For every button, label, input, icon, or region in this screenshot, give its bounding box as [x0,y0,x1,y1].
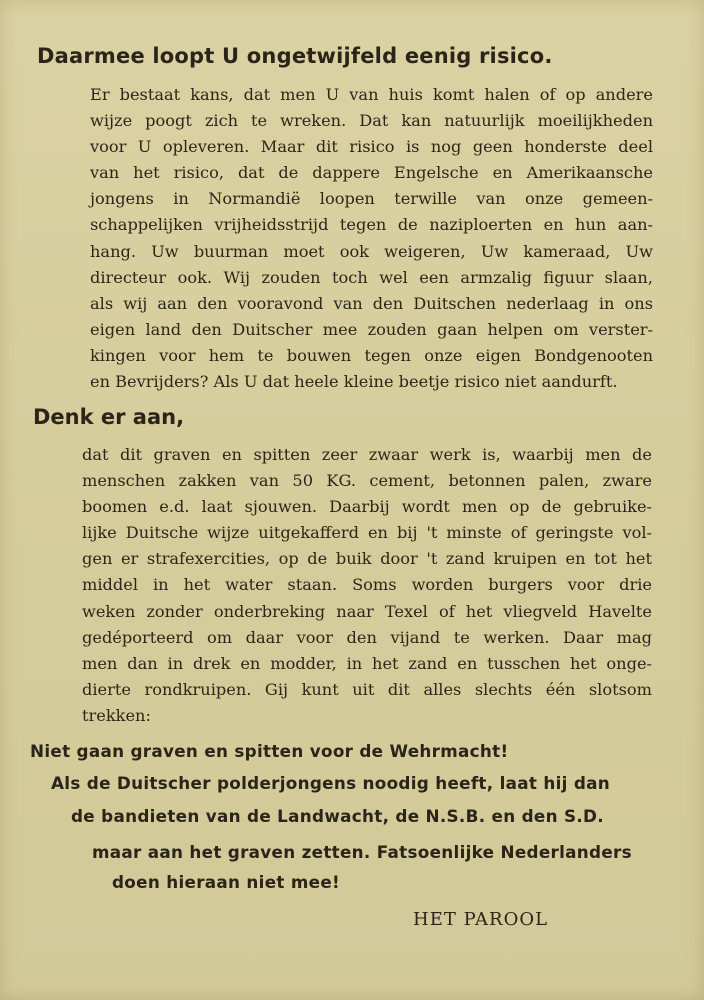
text-line: dierte rondkruipen. Gij kunt uit dit alles slechts één slotsom [82,679,652,699]
text-line: schappelijken vrijheidsstrijd tegen de naziploerten en hun aan- [90,215,653,235]
paragraph-hard-work [82,442,652,729]
text-line: hang. Uw buurman moet ook weigeren, Uw kameraad, Uw [90,241,653,261]
text-line: jongens in Normandië loopen terwille van onze gemeen- [90,189,653,209]
slogan-line: Niet gaan graven en spitten voor de Wehrmacht! [30,741,509,761]
signature-het-parool: HET PAROOL [413,909,549,930]
text-line: wijze poogt zich te wreken. Dat kan natuurlijk moeilijkheden [90,111,653,131]
slogan-line: doen hieraan niet mee! [112,872,340,892]
text-line: men dan in drek en modder, in het zand en tusschen het onge- [82,653,652,673]
text-line: gedéporteerd om daar voor den vijand te werken. Daar mag [82,627,652,647]
heading-risk: Daarmee loopt U ongetwijfeld eenig risico. [37,44,553,68]
text-line: dat dit graven en spitten zeer zwaar werk is, waarbij men de [82,445,652,464]
text-line: middel in het water staan. Soms worden burgers voor drie [82,575,652,595]
text-line: eigen land den Duitscher mee zouden gaan helpen om verster- [90,319,653,339]
text-line: weken zonder onderbreking naar Texel of het vliegveld Havelte [82,601,652,621]
text-line: van het risico, dat de dappere Engelsche en Amerikaansche [90,163,653,183]
text-line: directeur ook. Wij zouden toch wel een armzalig figuur slaan, [90,267,653,287]
text-line: gen er strafexercities, op de buik door 't zand kruipen en tot het [82,549,652,569]
slogan-line: de bandieten van de Landwacht, de N.S.B. en den S.D. [71,806,604,826]
slogan-line: Als de Duitscher polderjongens noodig heeft, laat hij dan [51,773,611,793]
text-line: als wij aan den vooravond van den Duitschen nederlaag in ons [90,293,653,313]
text-line: voor U opleveren. Maar dit risico is nog geen honderste deel [90,137,653,157]
paragraph-risk [90,82,653,395]
text-line: trekken: [82,705,151,725]
text-line: menschen zakken van 50 KG. cement, betonnen palen, zware [82,471,652,491]
heading-remember: Denk er aan, [33,405,185,429]
text-line: boomen e.d. laat sjouwen. Daarbij wordt men op de gebruike- [82,497,652,517]
slogan-line: maar aan het graven zetten. Fatsoenlijke Nederlanders [92,842,632,862]
text-line: kingen voor hem te bouwen tegen onze eigen Bondgenooten [90,345,653,365]
text-line: en Bevrijders? Als U dat heele kleine beetje risico niet aandurft. [90,372,618,392]
text-line: Er bestaat kans, dat men U van huis komt halen of op andere [90,85,653,104]
text-line: lijke Duitsche wijze uitgekafferd en bij 't minste of geringste vol- [82,523,652,543]
